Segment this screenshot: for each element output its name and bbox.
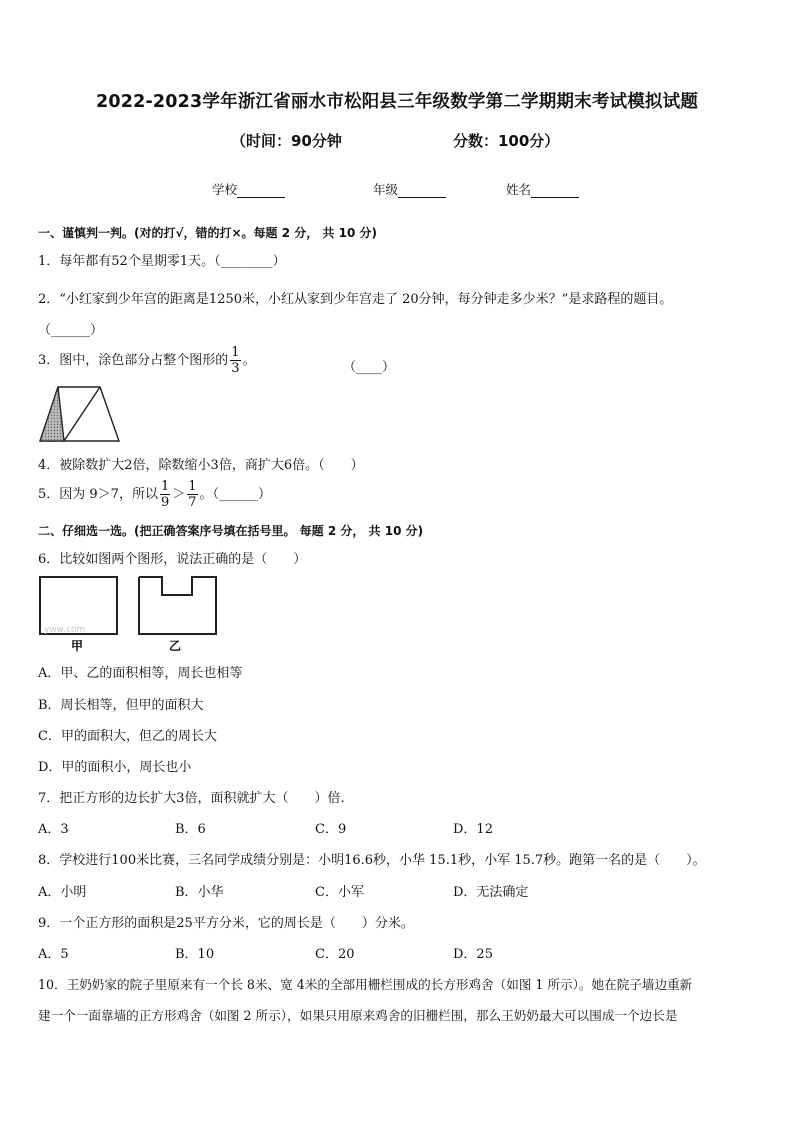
option-9b[interactable]: B．10	[175, 947, 215, 962]
question-3-end: 。	[242, 353, 256, 368]
name-label: 姓名	[506, 182, 532, 197]
fraction-denominator: 7	[188, 495, 197, 510]
question-3-text: 3．图中，涂色部分占整个图形的	[38, 353, 229, 368]
shape-yi-notched	[139, 577, 216, 634]
option-6d[interactable]: D．甲的面积小，周长也小	[38, 760, 192, 775]
grade-blank[interactable]	[398, 183, 446, 198]
fraction-one-third	[230, 346, 240, 375]
option-7c[interactable]: C．9	[315, 822, 347, 837]
shape-label-yi: 乙	[169, 639, 182, 653]
option-8b[interactable]: B．小华	[175, 885, 224, 900]
grade-label: 年级	[373, 182, 399, 197]
question-10-line1: 10．王奶奶家的院子里原来有一个长 8米、宽 4米的全部用栅栏围成的长方形鸡舍（如图 1 所示）。她在院子墙边重新	[38, 977, 693, 992]
question-1-text: 1．每年都有52个星期零1天。	[38, 254, 215, 269]
exam-time: （时间：90分钟	[231, 132, 342, 150]
fraction-one-seventh	[187, 480, 197, 509]
option-9c[interactable]: C．20	[315, 947, 355, 962]
grade-field	[373, 180, 446, 198]
question-10-line2: 建一个一面靠墙的正方形鸡舍（如图 2 所示），如果只用原来鸡舍的旧栅栏围，那么王奶奶最大可以围成一个边长是	[38, 1008, 678, 1023]
question-9: 9．一个正方形的面积是25平方分米，它的周长是（ ）分米。	[38, 916, 414, 931]
option-9a[interactable]: A．5	[38, 947, 69, 962]
option-7a[interactable]: A．3	[38, 822, 69, 837]
question-5-text: 5．因为 9＞7，所以	[38, 487, 158, 502]
question-3	[38, 346, 256, 375]
question-3-answer[interactable]: （____）	[343, 360, 396, 375]
option-8a[interactable]: A．小明	[38, 885, 87, 900]
question-1-answer[interactable]: （________）	[214, 254, 286, 269]
question-6: 6．比较如图两个图形，说法正确的是（ ）	[38, 552, 307, 567]
trapezoid-figure	[38, 384, 122, 444]
option-7b[interactable]: B．6	[175, 822, 206, 837]
school-blank[interactable]	[237, 183, 285, 198]
watermark-text: yww.com	[44, 625, 86, 635]
question-1	[38, 250, 286, 269]
fraction-one-ninth	[160, 480, 170, 509]
name-field	[506, 180, 579, 198]
option-8c[interactable]: C．小军	[315, 885, 364, 900]
question-7: 7．把正方形的边长扩大3倍，面积就扩大（ ）倍.	[38, 791, 345, 806]
question-4: 4．被除数扩大2倍，除数缩小3倍，商扩大6倍。（ ）	[38, 458, 364, 473]
exam-score: 分数：100分）	[453, 132, 560, 150]
option-7d[interactable]: D．12	[453, 822, 493, 837]
section1-heading: 一、谨慎判一判。(对的打√，错的打×。每题 2 分， 共 10 分)	[38, 226, 377, 240]
greater-than-sign: ＞	[172, 487, 186, 502]
option-6c[interactable]: C．甲的面积大，但乙的周长大	[38, 729, 217, 744]
section2-heading: 二、仔细选一选。(把正确答案序号填在括号里。 每题 2 分， 共 10 分)	[38, 524, 424, 538]
school-field	[212, 180, 285, 198]
option-6a[interactable]: A．甲、乙的面积相等，周长也相等	[38, 666, 243, 681]
option-9d[interactable]: D．25	[453, 947, 493, 962]
fraction-denominator: 9	[160, 495, 170, 510]
question-5	[38, 480, 271, 509]
option-6b[interactable]: B．周长相等，但甲的面积大	[38, 698, 204, 713]
name-blank[interactable]	[531, 183, 579, 198]
fraction-numerator: 1	[160, 479, 170, 494]
question-2-answer[interactable]: （______）	[38, 323, 104, 338]
question-8: 8．学校进行100米比赛，三名同学成绩分别是：小明16.6秒，小华 15.1秒，小军 15.7秒。跑第一名的是（ ）。	[38, 853, 706, 868]
option-8d[interactable]: D．无法确定	[453, 885, 529, 900]
shape-label-jia: 甲	[71, 639, 84, 653]
page-title: 2022-2023学年浙江省丽水市松阳县三年级数学第二学期期末考试模拟试题	[95, 92, 699, 112]
fraction-denominator: 3	[231, 361, 240, 376]
fraction-numerator: 1	[188, 479, 197, 494]
question-2: 2．“小红家到少年宫的距离是1250米，小红从家到少年宫走了 20分钟，每分钟走多少米？”是求路程的题目。	[38, 292, 673, 307]
school-label: 学校	[212, 182, 238, 197]
fraction-numerator: 1	[231, 345, 240, 360]
question-5-answer[interactable]: 。（______）	[199, 487, 272, 502]
compare-shapes-figure	[36, 574, 226, 654]
